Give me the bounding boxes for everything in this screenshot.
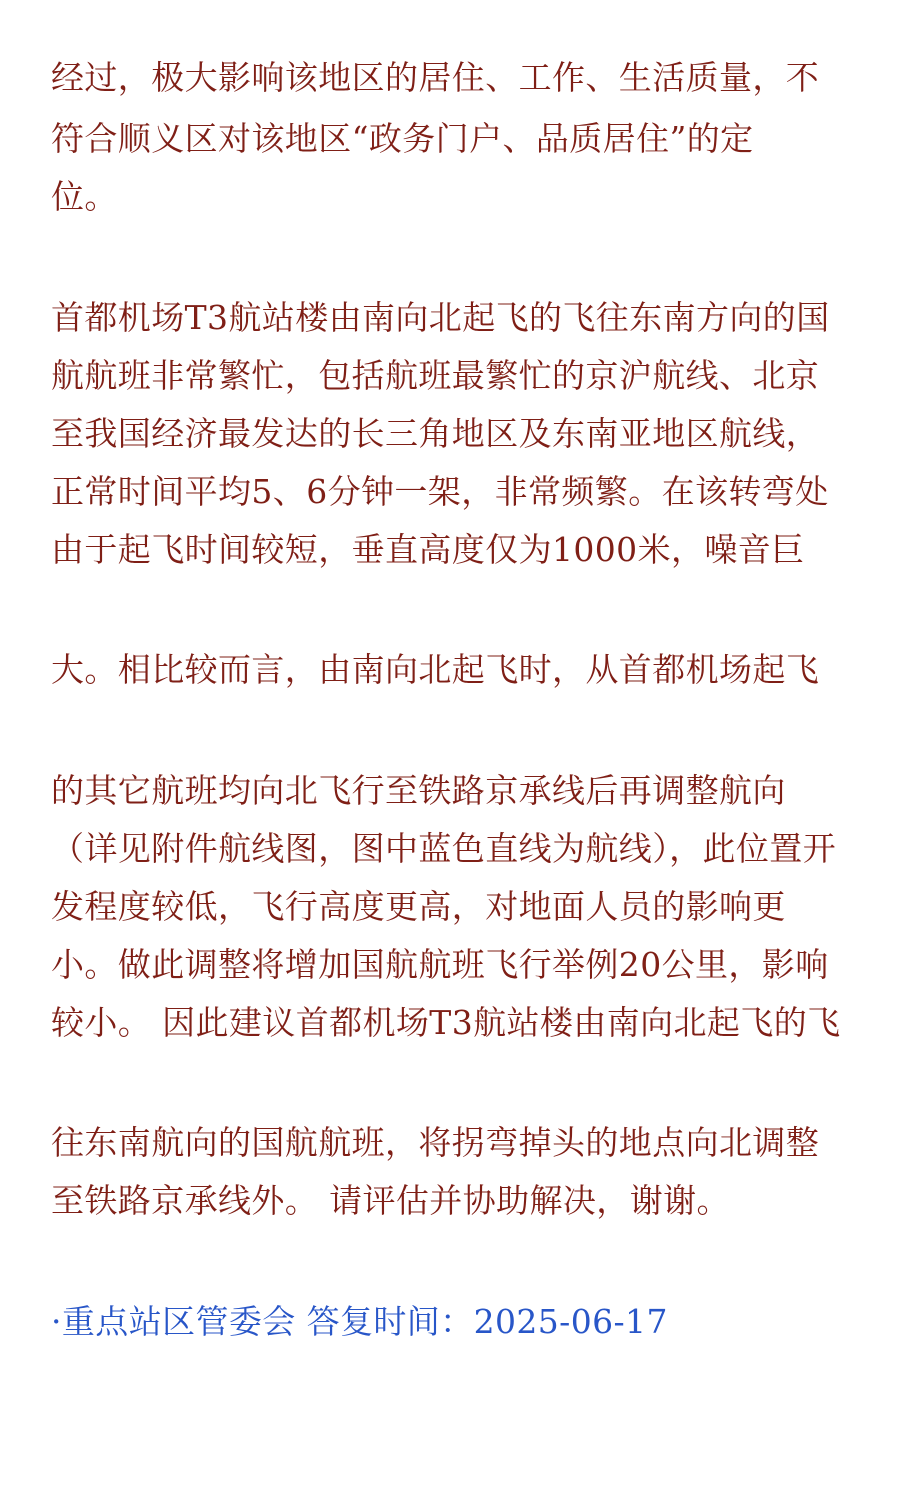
text-line: 往东南航向的国航航班，将拐弯掉头的地点向北调整 xyxy=(51,1123,820,1162)
text-line: 发程度较低，飞行高度更高，对地面人员的影响更 xyxy=(51,887,786,926)
text-line: 至我国经济最发达的长三角地区及东南亚地区航线， xyxy=(51,414,820,453)
text-line: 由于起飞时间较短，垂直高度仅为1000米，噪音巨 xyxy=(51,530,805,569)
text-line: 较小。 因此建议首都机场T3航站楼由南向北起飞的飞 xyxy=(51,1003,841,1042)
text-line: 正常时间平均5、6分钟一架，非常频繁。在该转弯处 xyxy=(51,472,829,511)
text-line: 航航班非常繁忙，包括航班最繁忙的京沪航线、北京 xyxy=(51,356,820,395)
text-line: 的其它航班均向北飞行至铁路京承线后再调整航向 xyxy=(51,771,786,810)
text-line: 首都机场T3航站楼由南向北起飞的飞往东南方向的国 xyxy=(51,298,830,337)
text-line: 位。 xyxy=(51,177,118,216)
text-line: 小。做此调整将增加国航航班飞行举例20公里，影响 xyxy=(51,945,829,984)
text-line: 至铁路京承线外。 请评估并协助解决，谢谢。 xyxy=(51,1181,730,1220)
text-line: 经过，极大影响该地区的居住、工作、生活质量，不 xyxy=(51,58,820,97)
text-line: 符合顺义区对该地区“政务门户、品质居住”的定 xyxy=(51,119,754,158)
reply-info: ·重点站区管委会 答复时间：2025-06-17 xyxy=(51,1302,668,1341)
text-line: 大。相比较而言，由南向北起飞时，从首都机场起飞 xyxy=(51,650,820,689)
text-line: （详见附件航线图，图中蓝色直线为航线），此位置开 xyxy=(51,829,837,868)
